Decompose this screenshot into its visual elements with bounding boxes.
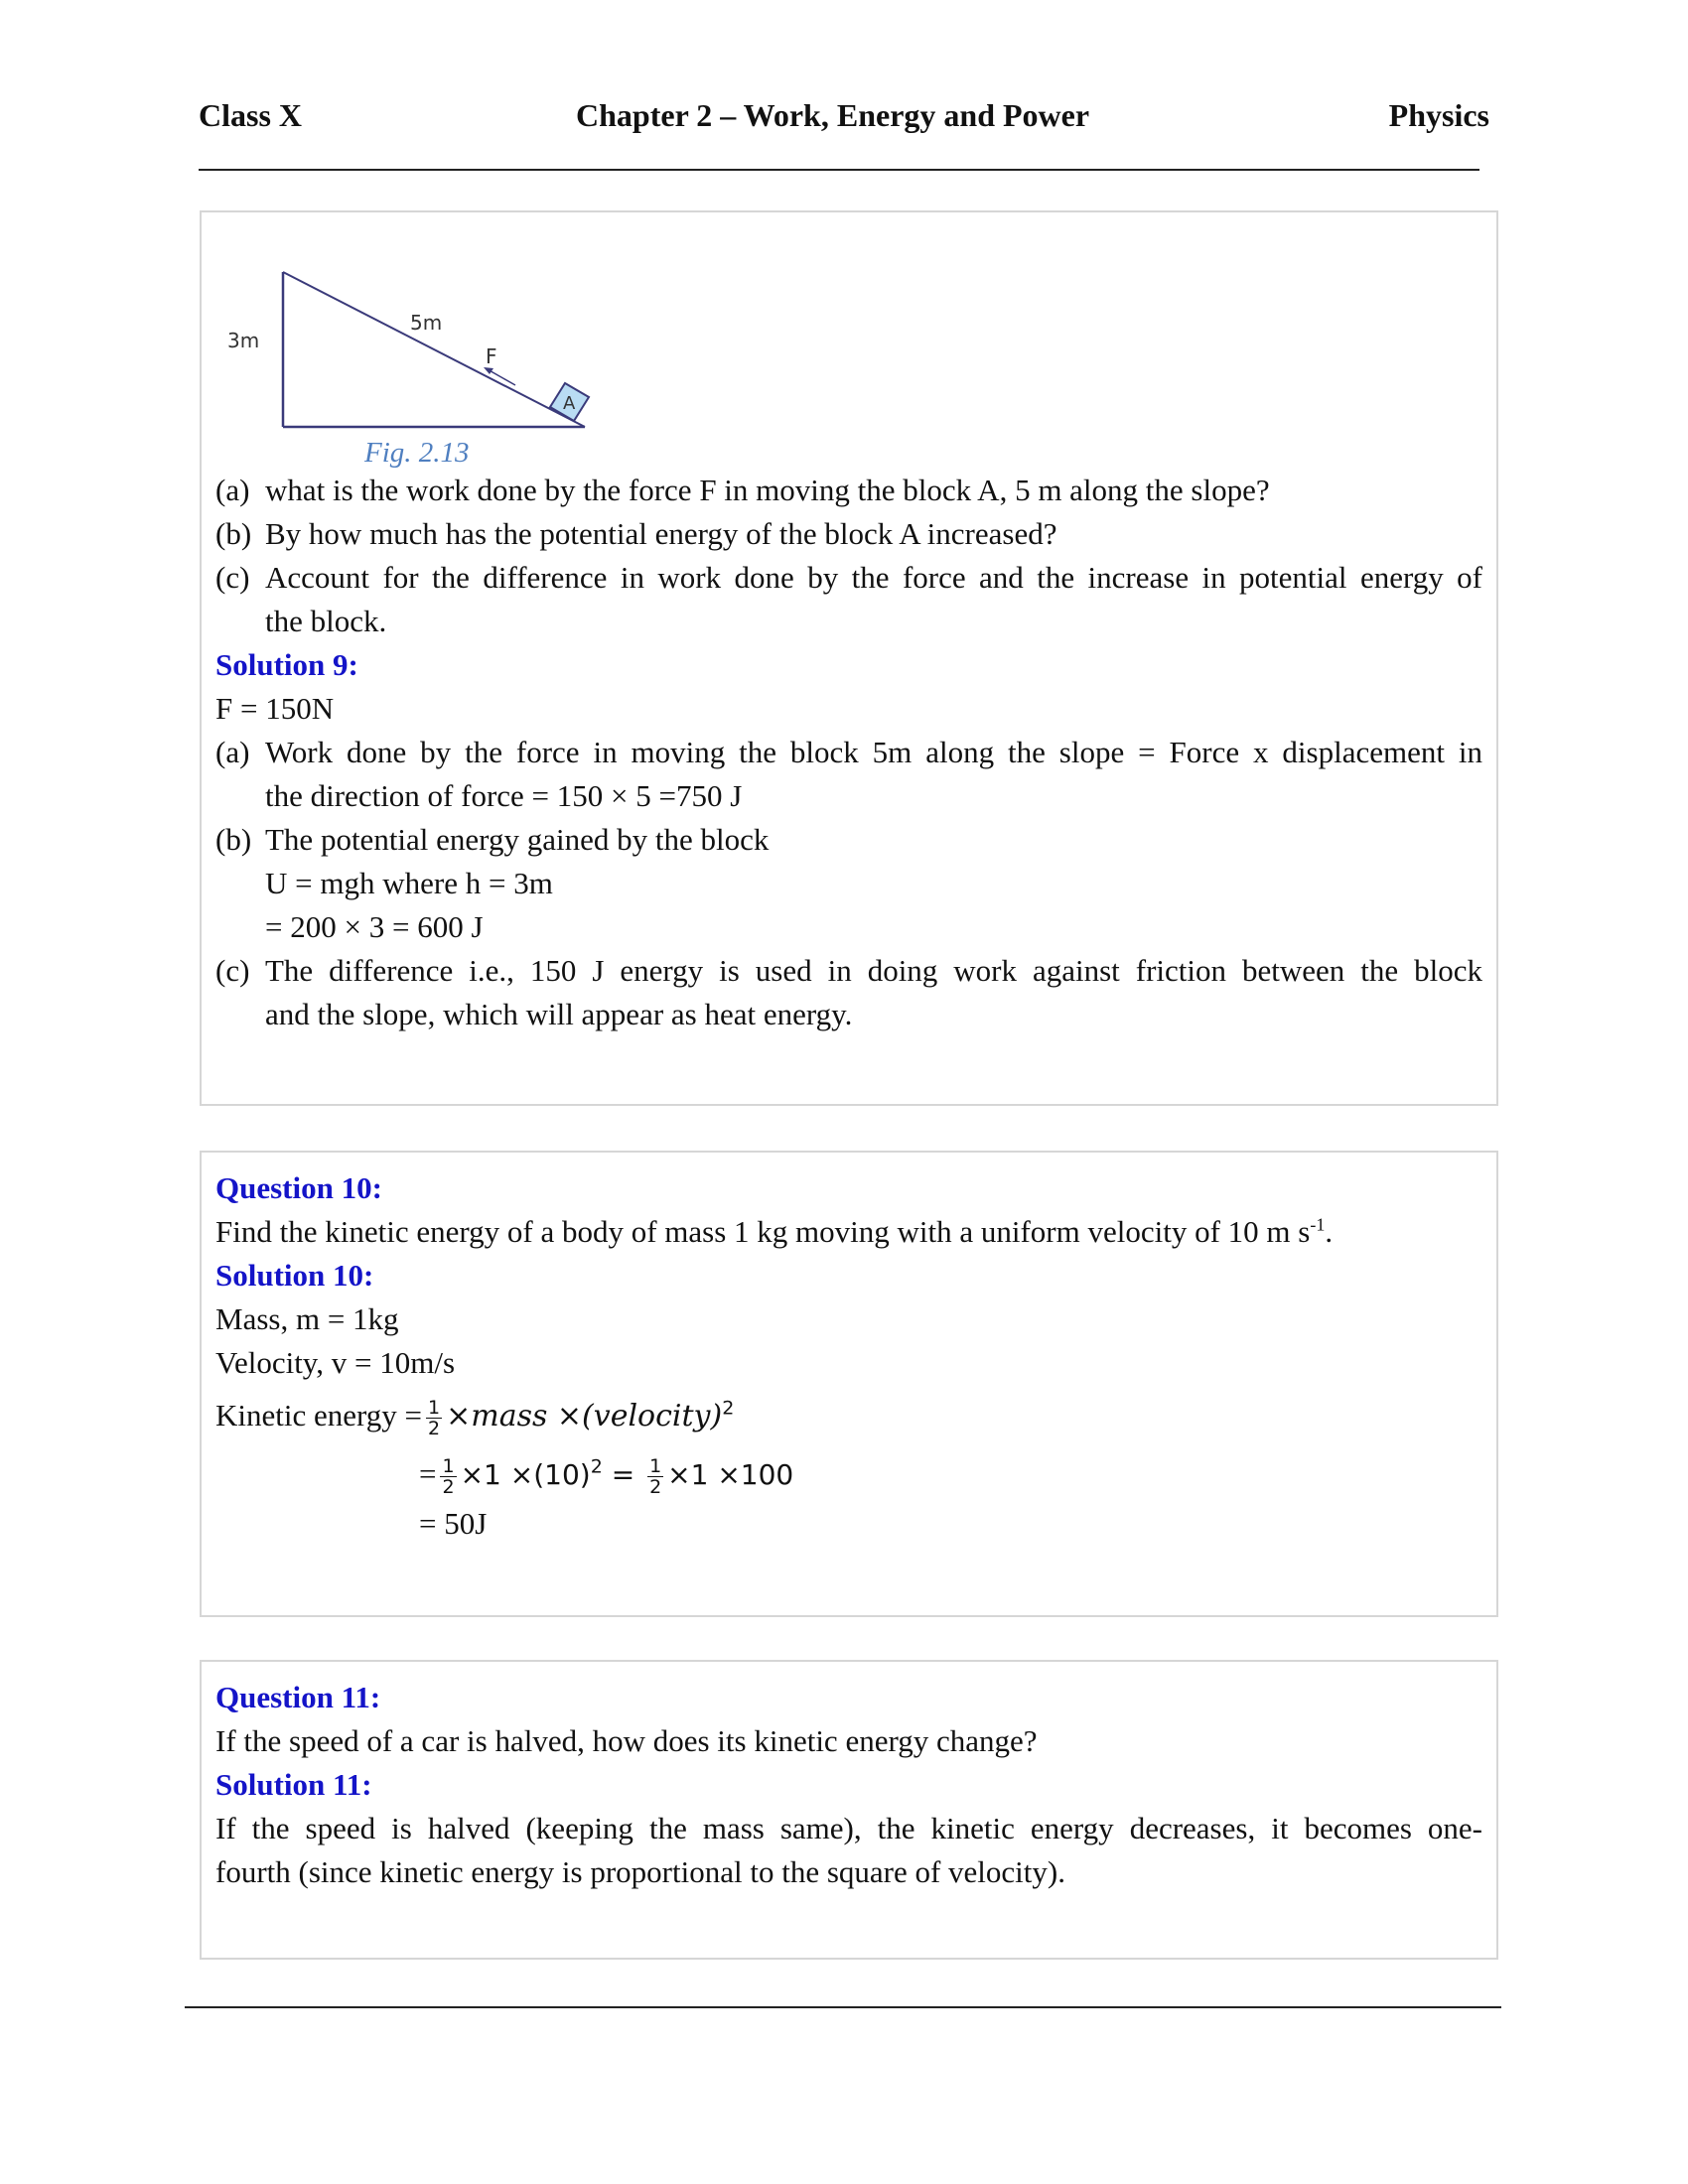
footer-divider — [185, 2006, 1501, 2008]
incline-diagram — [215, 236, 613, 435]
substitution-end: ×1 ×100 — [667, 1458, 794, 1491]
q9-part-b — [215, 512, 1482, 556]
question-10-end: . — [1325, 1214, 1334, 1249]
substitution-mid: ×1 ×(10) — [460, 1458, 591, 1491]
q9-part-c — [215, 556, 1482, 600]
solution-9-part-c-continued: and the slope, which will appear as heat energy. — [265, 997, 853, 1031]
part-mark: (a) — [215, 473, 250, 507]
question-10-box — [200, 1151, 1498, 1617]
figure-caption: Fig. 2.13 — [364, 437, 470, 469]
part-text: The difference i.e., 150 J energy is used in doing work against friction between the block — [265, 953, 1482, 988]
question-9-box — [200, 210, 1498, 1106]
question-10-title: Question 10: — [215, 1170, 382, 1205]
part-text: Work done by the force in moving the block 5m along the slope = Force x displacement in — [265, 735, 1482, 769]
solution-9-given: F = 150N — [215, 691, 335, 726]
fraction-denominator: 2 — [428, 1418, 441, 1440]
part-mark: (b) — [215, 822, 252, 857]
solution-11-line-2: fourth (since kinetic energy is proportional to the square of velocity). — [215, 1854, 1065, 1889]
incline-figure — [215, 236, 613, 469]
ke-formula: ×mass ×(velocity) — [446, 1399, 723, 1433]
ke-substitution-line — [215, 1446, 1482, 1502]
question-11-title: Question 11: — [215, 1680, 381, 1714]
ke-result: = 50J — [419, 1506, 488, 1541]
formula-exponent: 2 — [722, 1397, 735, 1420]
part-mark: (b) — [215, 516, 252, 551]
fraction-numerator: 1 — [428, 1397, 441, 1420]
header-chapter: Chapter 2 – Work, Energy and Power — [576, 97, 1090, 133]
fraction-numerator: 1 — [649, 1455, 662, 1478]
equals-sign: = — [419, 1456, 437, 1491]
solution-9-part-c — [215, 949, 1482, 993]
question-9-content — [215, 469, 1482, 1036]
solution-10-velocity: Velocity, v = 10m/s — [215, 1345, 456, 1380]
half-fraction-2 — [647, 1456, 663, 1497]
ke-formula-line — [215, 1385, 1482, 1446]
slope-label: 5m — [410, 311, 443, 335]
solution-10-mass: Mass, m = 1kg — [215, 1301, 399, 1336]
fraction-numerator: 1 — [442, 1455, 455, 1478]
header-subject: Physics — [1388, 97, 1489, 133]
solution-9-part-a-continued: the direction of force = 150 × 5 =750 J — [265, 778, 743, 813]
solution-9-title: Solution 9: — [215, 647, 358, 682]
part-mark: (c) — [215, 560, 250, 595]
header-class: Class X — [199, 97, 303, 133]
block-label: A — [563, 393, 576, 414]
substitution-exponent: 2 — [590, 1455, 603, 1478]
solution-9-part-b-formula: U = mgh where h = 3m — [265, 866, 553, 900]
question-11-text: If the speed of a car is halved, how does its kinetic energy change? — [215, 1723, 1038, 1758]
solution-9-part-b — [215, 818, 1482, 862]
height-label: 3m — [227, 329, 260, 352]
unit-exponent: -1 — [1310, 1214, 1326, 1235]
solution-9-part-b-result: = 200 × 3 = 600 J — [265, 909, 484, 944]
q9-part-a — [215, 469, 1482, 512]
question-10-text — [215, 1210, 1482, 1254]
part-mark: (c) — [215, 953, 250, 988]
half-fraction — [440, 1456, 456, 1497]
force-arrowhead — [484, 367, 493, 374]
fraction-denominator: 2 — [442, 1476, 455, 1499]
question-11-content — [215, 1676, 1482, 1894]
solution-11-title: Solution 11: — [215, 1767, 372, 1802]
force-label: F — [486, 344, 497, 368]
part-text: what is the work done by the force F in moving the block A, 5 m along the slope? — [265, 473, 1270, 507]
page-header — [199, 97, 1489, 141]
question-10-body: Find the kinetic energy of a body of mass 1 kg moving with a uniform velocity of 10 m s — [215, 1214, 1311, 1249]
solution-9-part-a — [215, 731, 1482, 774]
part-text: Account for the difference in work done by the force and the increase in potential energy of — [265, 560, 1482, 595]
q9-part-c-continued: the block. — [265, 604, 387, 638]
equals-sign-2: = — [602, 1458, 644, 1491]
half-fraction — [426, 1398, 442, 1438]
solution-10-title: Solution 10: — [215, 1258, 374, 1293]
solution-11-line-1: If the speed is halved (keeping the mass same), the kinetic energy decreases, it becomes one- — [215, 1811, 1482, 1845]
part-text: By how much has the potential energy of the block A increased? — [265, 516, 1057, 551]
question-11-box — [200, 1660, 1498, 1960]
question-10-content — [215, 1166, 1482, 1546]
ke-label: Kinetic energy = — [215, 1398, 423, 1433]
part-text: The potential energy gained by the block — [265, 822, 770, 857]
header-divider — [199, 169, 1479, 171]
fraction-denominator: 2 — [649, 1476, 662, 1499]
incline-slope-line — [283, 272, 585, 427]
part-mark: (a) — [215, 735, 250, 769]
